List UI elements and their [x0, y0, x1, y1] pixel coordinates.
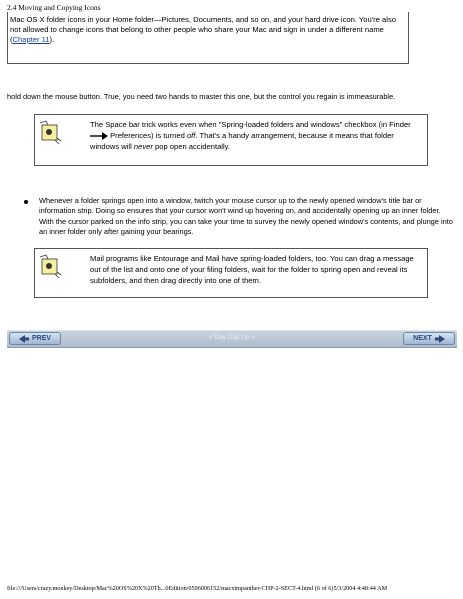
tip-note	[34, 114, 428, 166]
day-day-up-label: < Day Day Up >	[208, 334, 256, 341]
tip-emphasis-never: never	[133, 142, 153, 151]
tip-text-part3: . That's a handy arrangement, because it means that folder windows will	[90, 131, 394, 151]
next-label: NEXT	[413, 335, 432, 342]
bullet-icon	[24, 200, 28, 204]
tip-emphasis-off: off	[186, 131, 196, 140]
prev-label: PREV	[31, 335, 52, 342]
navigation-bar	[7, 330, 457, 348]
page-header: 2.4 Moving and Copying Icons	[7, 3, 101, 12]
tip-icon	[38, 253, 62, 281]
body-paragraph: hold down the mouse button. True, you need two hands to master this one, but the control you regain is immeasurable.	[7, 92, 396, 101]
tip-text-part1: The Space bar trick works even when "Spring-loaded folders and windows" checkbox (in Finder	[90, 120, 411, 129]
right-arrow-icon	[435, 335, 445, 343]
right-arrow-icon	[90, 132, 108, 140]
tip-text	[90, 119, 421, 152]
tip-text-part4: pop open accidentally.	[152, 142, 231, 151]
tip-icon	[38, 119, 62, 147]
top-box-text-end: ).	[49, 35, 55, 44]
bullet-text: Whenever a folder springs open into a window, twitch your mouse cursor up to the newly opened window's title bar or information strip. Doing so ensures that your cursor won't wind up hovering on, and accidentally opening up an inner folder. With the cursor parked on the info strip, you can take your time to survey the newly opened window's contents, and plunge into an inner folder only after gaining your bearings.	[39, 196, 453, 237]
top-box-text: Mac OS X folder icons in your Home folder—Pictures, Documents, and so on, and your hard drive icon. You're also not allowed to change icons that belong to other people who share your Mac and sign in under a different name (	[10, 15, 396, 44]
tip-text-2: Mail programs like Entourage and Mail have spring-loaded folders, too. You can drag a message out of the list and onto one of your filing folders, wait for the folder to spring open and reveal its subfolders, and then drag directly into one of them.	[90, 254, 414, 285]
tip-text-part2: Preferences) is turned	[108, 131, 187, 140]
continued-text-box	[7, 12, 409, 64]
tip-note-2	[34, 248, 428, 298]
chapter-11-link[interactable]: Chapter 11	[12, 35, 50, 44]
next-button[interactable]	[403, 332, 455, 345]
file-path-footer: file:///Users/crazy.monkey/Desktop/Mac%20OS%20X%20Th...0Edition/0596006152/macxtmpanther-CHP-2-SECT-4.html (6 of 6)5/3/2004 4:48:44 AM	[7, 585, 388, 592]
